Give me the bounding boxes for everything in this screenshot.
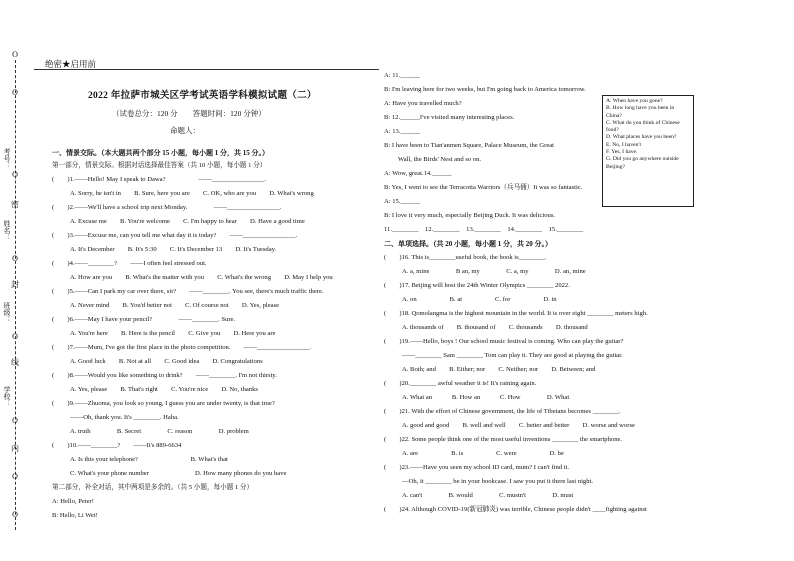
- options-3: A. It's December B. It's 5:30 C. It's December 13 D. It's Tuesday.: [70, 246, 277, 253]
- question-9-reply: ——Oh, thank you. It's ________. Haha.: [70, 414, 179, 421]
- options-box: [602, 95, 694, 207]
- options-6: A. You're here B. Here is the pencil C. Give you D. Here you are: [70, 330, 276, 337]
- box-option: C. What do you think of Chinese food?: [606, 119, 680, 134]
- dialog-line: A: Wow, great.14.______: [384, 170, 452, 177]
- margin-mark: O: [12, 88, 18, 97]
- options-5: A. Never mind B. You'd better not C. Of course not D. Yes, please: [70, 302, 280, 309]
- left-column: [44, 0, 356, 561]
- options-7: A. Good luck B. Not at all C. Good idea D. Congratulations: [70, 358, 263, 365]
- seal-char: 线: [11, 358, 19, 367]
- question-8: ( )8.——Would you like something to drink? ——________. I'm not thirsty.: [52, 372, 277, 379]
- part-heading: 第二部分，补全对话，其中两项是多余的。（共 5 小题，每小题 1 分）: [52, 484, 254, 491]
- options-16: A. a, mine B an, my C. a, my D. an, mine: [402, 268, 586, 275]
- options-8: A. Yes, please B. That's right C. You're nice D. No, thanks: [70, 386, 258, 393]
- options-20: A. What an B. How an C. How D. What: [402, 394, 570, 401]
- dialog-line: B: I have been to Tian'anmen Square, Palace Museum, the Great: [384, 142, 555, 149]
- box-option: A. When have you gone?: [606, 98, 663, 104]
- box-option: G. Did you go anywhere outside Beijing?: [606, 156, 679, 170]
- name-label: 姓名：: [3, 220, 11, 241]
- question-4: ( )4.——________? ——I often feel stressed out.: [52, 260, 207, 267]
- box-option: E. No, I haven't: [606, 141, 642, 148]
- dialog-line: B: I'm leaving here for two weeks, but I'm going back to America tomorrow.: [384, 86, 586, 93]
- margin-mark: O: [12, 332, 18, 341]
- box-option: B. How long have you been in China?: [606, 105, 675, 119]
- margin-mark: O: [12, 254, 18, 263]
- margin-mark: O: [12, 416, 18, 425]
- margin-mark: O: [12, 510, 18, 519]
- margin-mark: O: [12, 472, 18, 481]
- page-title: 2022 年拉萨市城关区学考试英语学科模拟试题（二）: [88, 91, 317, 101]
- options-17: A. on B. at C. for D. in: [402, 296, 557, 303]
- exam-number-label: 考号：: [3, 148, 11, 169]
- dialog-line: B: Hello, Li Wei!: [52, 512, 98, 519]
- question-7: ( )7.——Mum, I've got the first place in the photo competition. ——________________.: [52, 344, 312, 351]
- options-23: A. can't B. would C. mustn't D. must: [402, 492, 574, 499]
- school-label: 学校：: [3, 386, 11, 407]
- page-subtitle: （试卷总分：120 分 答题时间：120 分钟）: [112, 109, 266, 118]
- question-19-reply: ——________ Sam ________ Tom can play it. They are good at playing the guitar.: [402, 352, 623, 359]
- question-17: ( )17. Beijing will host the 24th Winter Olympics ________ 2022.: [384, 282, 570, 289]
- options-1: A. Sorry, he isn't in B. Sure, here you are C. OK, who are you D. What's wrong: [70, 190, 314, 197]
- options-18: A. thousands of B. thousand of C. thousands D. thousand: [402, 324, 588, 331]
- options-19: A. Both; and B. Either; nor C. Neither; nor D. Between; and: [402, 366, 596, 373]
- class-label: 班级：: [3, 302, 11, 323]
- options-9: A. truth B. Secret C. reason D. problem: [70, 428, 249, 435]
- dialog-line: B: 12.______I've visited many interesting places.: [384, 114, 515, 121]
- options-22: A. are B. is C. were D. be: [402, 450, 564, 457]
- question-23-reply: —Oh, it ________ be in your bookcase. I saw you put it there last night.: [402, 478, 594, 485]
- question-24: ( )24. Although COVID-19(新冠肺炎) was terrible, Chinese people didn't ____fighting against: [384, 506, 647, 513]
- secret-label: 绝密★启用前: [45, 59, 97, 69]
- box-option: D. What places have you been?: [606, 134, 677, 141]
- dialog-line: A: Have you travelled much?: [384, 100, 462, 107]
- question-18: ( )18. Qomolangma is the highest mountain in the world. It is over eight ________ meters high.: [384, 310, 648, 317]
- binding-margin: [0, 40, 26, 540]
- part-heading: 第一部分，情景交际。根据对话选择最佳答案（共 10 小题，每小题 1 分）: [52, 162, 267, 169]
- question-6: ( )6.——May I have your pencil? ——________. Sure.: [52, 316, 236, 323]
- section-heading: 一、情景交际。（本大题共两个部分 15 小题，每小题 1 分，共 15 分。）: [52, 149, 269, 157]
- seal-char: 封: [11, 280, 19, 289]
- dialog-line: A: 15.______: [384, 198, 421, 205]
- dialog-line: B: I love it very much, especially Beijing Duck. It was delicious.: [384, 212, 556, 219]
- seal-char: 密: [11, 200, 19, 209]
- question-16: ( )16. This is________useful book, the book is________.: [384, 254, 547, 261]
- dialog-line: A: Hello, Peter!: [52, 498, 94, 505]
- dialog-line: B: Yes, I went to see the Terracotta Warriors（兵马俑）It was so fantastic.: [384, 184, 583, 191]
- section-heading: 二、单项选择。（共 20 小题，每小题 1 分，共 20 分。）: [384, 240, 552, 248]
- margin-mark: O: [12, 50, 18, 59]
- question-9: ( )9.——Zhuoma, you look so young, I guess you are under twenty, is that true?: [52, 400, 275, 407]
- margin-mark: O: [12, 170, 18, 179]
- options-21: A. good and good B. well and well C. better and better D. worse and worse: [402, 422, 635, 429]
- options-10b: C. What's your phone number D. How many phones do you have: [70, 470, 287, 477]
- binding-line: [15, 60, 16, 530]
- dialog-line: Wall, the Birds' Nest and so on.: [398, 156, 482, 163]
- answer-blanks: 11.________ 12.________ 13.________ 14.________ 15.________: [384, 226, 584, 233]
- question-22: ( )22. Some people think one of the most useful inventions ________ the smartphone.: [384, 436, 623, 443]
- options-2: A. Excuse me B. You're welcome C. I'm happy to hear D. Have a good time: [70, 218, 305, 225]
- question-20: ( )20.________ awful weather it is! It's raining again.: [384, 380, 537, 387]
- question-5: ( )5.——Can I park my car over there, sir? ——________. You see, there's much traffic there.: [52, 288, 324, 295]
- question-19: ( )19.——Hello, boys ! Our school music festival is coming. Who can play the guitar?: [384, 338, 624, 345]
- box-option: F. Yes, I have.: [606, 149, 638, 156]
- options-10a: A. Is this your telephone? B. What's that: [70, 456, 228, 463]
- dialog-line: A: 13.______: [384, 128, 421, 135]
- question-2: ( )2.——We'll have a school trip next Monday. ——________________.: [52, 204, 282, 211]
- question-21: ( )21. With the effort of Chinese government, the life of Tibetans becomes ________.: [384, 408, 621, 415]
- options-4: A. How are you B. What's the matter with you C. What's the wrong D. May I help you: [70, 274, 333, 281]
- question-1: ( )1.——Hello! May I speak to Dawa? ——________________.: [52, 176, 267, 183]
- seal-char: 内: [11, 444, 19, 453]
- question-10: ( )10.——________? ——It's 889-6634: [52, 442, 182, 449]
- question-23: ( )23.——Have you seen my school ID card, mum? I can't find it.: [384, 464, 570, 471]
- dialog-line: A: 11.______: [384, 72, 421, 79]
- right-column: [380, 0, 780, 561]
- author-line: 命题人：: [170, 126, 200, 135]
- question-3: ( )3.——Excuse me, can you tell me what day it is today? ——________________.: [52, 232, 298, 239]
